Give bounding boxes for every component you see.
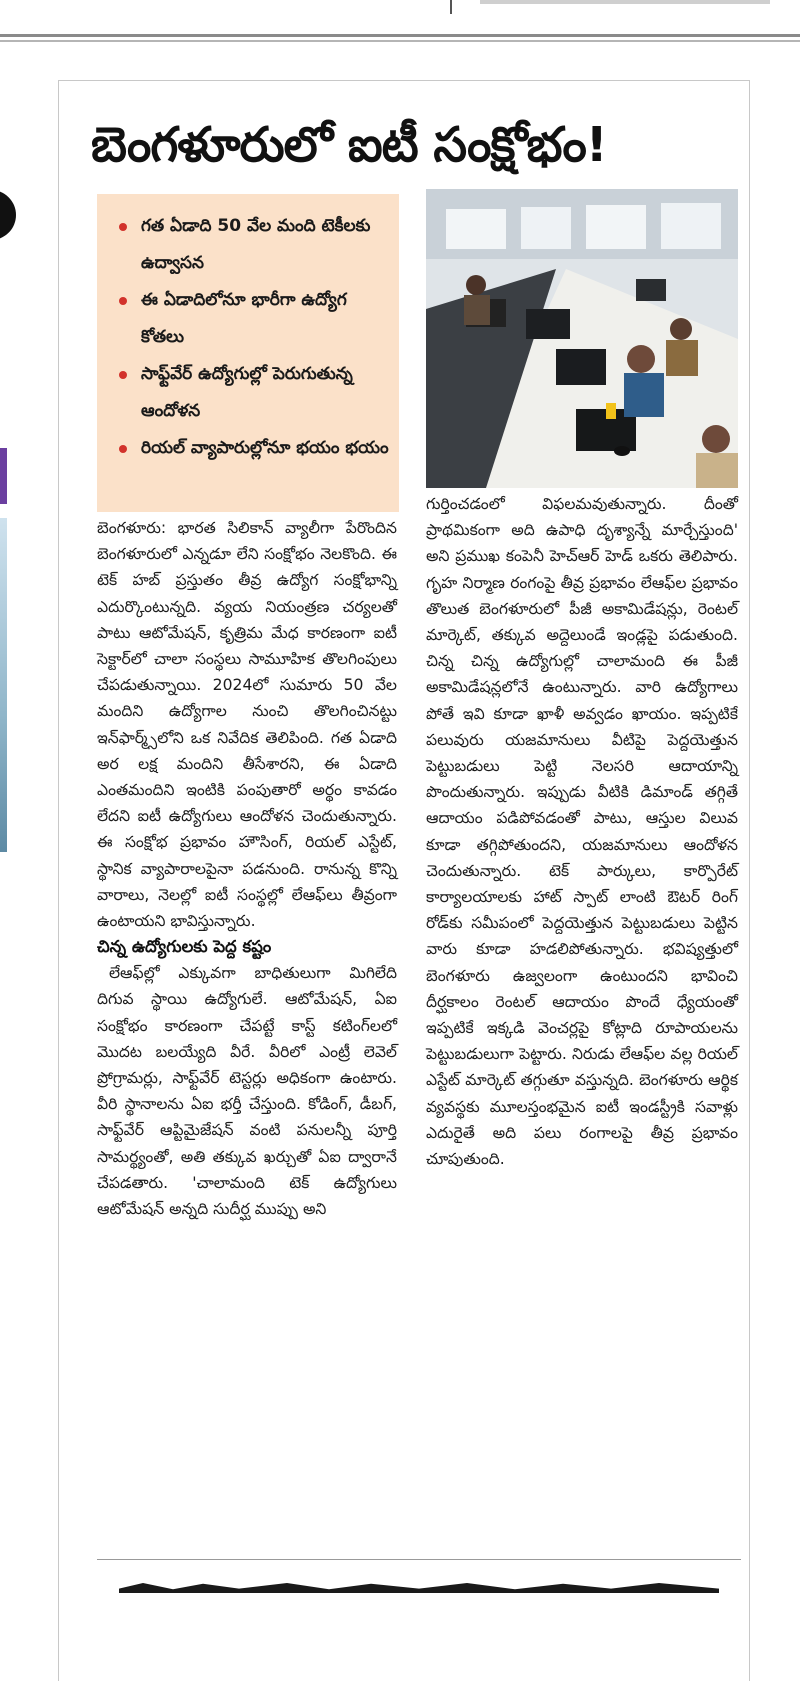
adjacent-column-fragment <box>0 80 30 1637</box>
highlight-item: ఈ ఏడాదిలోనూ భారీగా ఉద్యోగ కోతలు <box>119 282 389 356</box>
body-column-left <box>97 515 397 1222</box>
bullet-icon <box>119 445 127 453</box>
office-photo-illustration <box>426 189 738 488</box>
highlights-list <box>97 208 399 467</box>
article-headline: బెంగళూరులో ఐటీ సంక్షోభం! <box>91 117 607 173</box>
rule-thin <box>0 40 800 42</box>
page-top-rule <box>0 0 800 44</box>
cropped-circle-graphic <box>0 190 16 240</box>
section-subheading: చిన్న ఉద్యోగులకు పెద్ద కష్టం <box>97 937 272 957</box>
body-paragraph: లేఆఫ్‌ల్లో ఎక్కువగా బాధితులుగా మిగిలేది దిగువ స్థాయి ఉద్యోగులే. ఆటోమేషన్, ఏఐ సంక్షోభం కారణంగా చేపట్టే కాస్ట్ కటింగ్‌లలో మొదట బలయ్యేది వీరే. వీరిలో ఎంట్రీ లెవెల్ ప్రోగ్రామర్లు, సాఫ్ట్‌వేర్ టెస్టర్లు అధికంగా ఉంటారు. వీరి స్థానాలను ఏఐ భర్తీ చేస్తుంది. కోడింగ్, డీబగ్, సాఫ్ట్‌వేర్ ఆప్టిమైజేషన్ వంటి పనులన్నీ పూర్తి సామర్థ్యంతో, అతి తక్కువ ఖర్చుతో ఏఐ ద్వారానే చేపడతారు. 'చాలామంది టెక్ ఉద్యోగులు ఆటోమేషన్ అన్నది సుదీర్ఘ ముప్పు అని <box>97 964 397 1219</box>
bullet-icon <box>119 371 127 379</box>
highlights-box <box>97 194 399 512</box>
highlight-item: రియల్ వ్యాపారుల్లోనూ భయం భయం <box>119 430 389 467</box>
bullet-icon <box>119 223 127 231</box>
bottom-divider <box>97 1559 741 1560</box>
cropped-next-headline <box>119 1563 739 1593</box>
cropped-photo-strip <box>0 518 7 852</box>
article <box>58 80 750 1681</box>
column-divider <box>450 0 452 14</box>
cropped-headline-glyphs <box>119 1583 719 1593</box>
body-paragraph: గుర్తించడంలో విఫలమవుతున్నారు. దీంతో ప్రాథమికంగా అది ఉపాధి దృశ్యాన్నే మార్చేస్తుంది' అని ప్రముఖ కంపెనీ హెచ్ఆర్ హెడ్ ఒకరు తెలిపారు. గృహ నిర్మాణ రంగంపై తీవ్ర ప్రభావం లేఆఫ్‌ల ప్రభావం తొలుత బెంగళూరులో పీజీ అకామిడేషన్లు, రెంటల్ మార్కెట్, తక్కువ అద్దెలుండే ఇండ్లపై పడుతుంది. చిన్న చిన్న ఉద్యోగుల్లో చాలామంది ఈ పీజీ అకామిడేషన్లలోనే ఉంటున్నారు. వారి ఉద్యోగాలు పోతే ఇవి కూడా ఖాళీ అవ్వడం ఖాయం. ఇప్పటికే పలువురు యజమానులు వీటిపై పెద్దయెత్తున పెట్టుబడులు పెట్టి నెలసరి ఆదాయాన్ని పొందుతున్నారు. ఇప్పుడు వీటికి డిమాండ్ తగ్గితే ఆదాయం పడిపోవడంతో పాటు, ఆస్తుల విలువ కూడా తగ్గిపోతుందని, యజమానులు ఆందోళన చెందుతున్నారు. టెక్ పార్కులు, కార్పొరేట్ కార్యాలయాలకు హాట్ స్పాట్ లాంటి ఔటర్ రింగ్ రోడ్‌కు సమీపంలో పెద్దయెత్తున పెట్టుబడులు పెట్టిన వారు కూడా హడలిపోతున్నారు. భవిష్యత్తులో బెంగళూరు ఉజ్వలంగా ఉంటుందని భావించి దీర్ఘకాలం రెంటల్ ఆదాయం పొందే ధ్యేయంతో ఇప్పటికే ఇక్కడి వెంచర్లపై కోట్లాది రూపాయలను పెట్టుబడులుగా పెట్టారు. నిరుడు లేఆఫ్‌ల వల్ల రియల్ ఎస్టేట్ మార్కెట్ తగ్గుతూ వస్తున్నది. బెంగళూరు ఆర్థిక వ్యవస్థకు మూలస్తంభమైన ఐటీ ఇండస్ట్రీకి సవాళ్లు ఎదురైతే అది పలు రంగాలపై తీవ్ర ప్రభావం చూపుతుంది. <box>426 495 738 1169</box>
cropped-header-text <box>480 0 770 4</box>
highlight-item: గత ఏడాది 50 వేల మంది టెకీలకు ఉద్వాసన <box>119 208 389 282</box>
office-workers-photo <box>426 189 738 488</box>
rule-thick <box>0 34 800 37</box>
body-column-right <box>426 491 738 1172</box>
highlight-item: సాఫ్ట్‌వేర్ ఉద్యోగుల్లో పెరుగుతున్న ఆందోళన <box>119 356 389 430</box>
bullet-icon <box>119 297 127 305</box>
body-paragraph: బెంగళూరు: భారత సిలికాన్ వ్యాలీగా పేరొందిన బెంగళూరులో ఎన్నడూ లేని సంక్షోభం నెలకొంది. ఈ టెక్ హబ్ ప్రస్తుతం తీవ్ర ఉద్యోగ సంక్షోభాన్ని ఎదుర్కొంటున్నది. వ్యయ నియంత్రణ చర్యలతో పాటు ఆటోమేషన్, కృత్రిమ మేధ కారణంగా ఐటీ సెక్టార్‌లో చాలా సంస్థలు సామూహిక తొలగింపులు చేపడుతున్నాయి. 2024లో సుమారు 50 వేల మందిని ఉద్యోగాల నుంచి తొలగించినట్టు ఇన్‌ఫార్మ్స్‌లోని ఒక నివేదిక తెలిపింది. గత ఏడాది అర లక్ష మందిని తీసేశారని, ఈ ఏడాది ఎంతమందిని ఇంటికి పంపుతారో అర్థం కావడం లేదని ఐటీ ఉద్యోగులు ఆందోళన చెందుతున్నారు. ఈ సంక్షోభ ప్రభావం హౌసింగ్, రియల్ ఎస్టేట్, స్థానిక వ్యాపారాలపైనా పడనుంది. రానున్న కొన్ని వారాలు, నెలల్లో ఐటీ సంస్థల్లో లేఆఫ్‌లు తీవ్రంగా ఉంటాయని భావిస్తున్నారు. <box>97 519 397 931</box>
cropped-purple-bar <box>0 448 7 504</box>
